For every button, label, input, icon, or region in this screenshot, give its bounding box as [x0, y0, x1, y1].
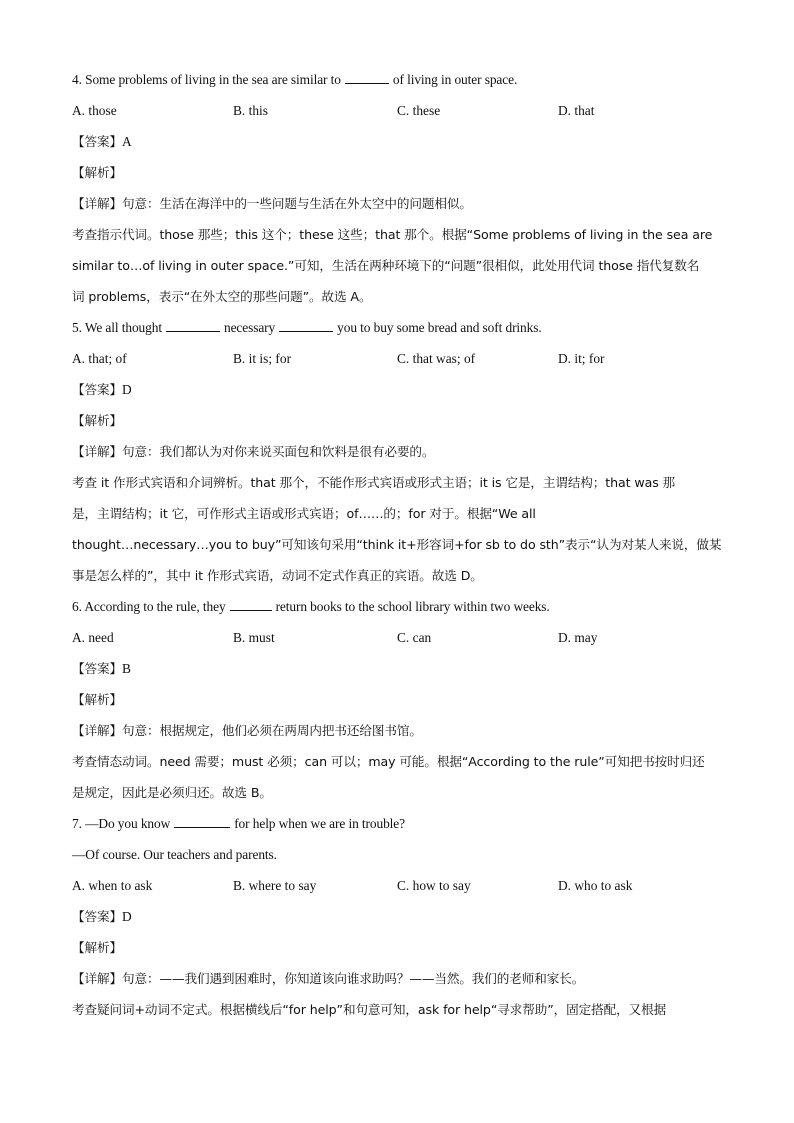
question-4-options — [72, 95, 722, 126]
answer-blank — [345, 70, 389, 84]
detail-line: 【详解】句意：我们都认为对你来说买面包和饮料是很有必要的。 — [72, 444, 435, 459]
option-d: D. who to ask — [558, 878, 633, 893]
analysis-heading: 【解析】 — [72, 165, 122, 180]
question-5-options — [72, 343, 722, 374]
option-a: A. need — [72, 630, 114, 645]
option-c: C. can — [397, 630, 432, 645]
answer-blank — [166, 318, 220, 332]
option-b: B. this — [233, 103, 268, 118]
option-b: B. it is; for — [233, 351, 292, 366]
question-6-options — [72, 622, 722, 653]
explain-line: 考查情态动词。need 需要；must 必须；can 可以；may 可能。根据“According to the rule”可知把书按时归还 — [72, 754, 705, 769]
question-4-stem: 4. Some problems of living in the sea are similar to of living in outer space. — [72, 72, 518, 87]
option-d: D. may — [558, 630, 598, 645]
option-c: C. how to say — [397, 878, 471, 893]
detail-line: 【详解】句意：生活在海洋中的一些问题与生活在外太空中的问题相似。 — [72, 196, 472, 211]
option-c: C. these — [397, 103, 441, 118]
option-d: D. that — [558, 103, 595, 118]
option-a: A. when to ask — [72, 878, 153, 893]
option-a: A. that; of — [72, 351, 127, 366]
answer-blank — [174, 814, 230, 828]
answer-blank — [230, 597, 272, 611]
answer-line: 【答案】D — [72, 382, 132, 397]
explain-line: similar to…of living in outer space.”可知，生活在两种环境下的“问题”很相似，此处用代词 those 指代复数名 — [72, 258, 700, 273]
analysis-heading: 【解析】 — [72, 692, 122, 707]
explain-line: 是，主谓结构；it 它，可作形式主语或形式宾语；of……的；for 对于。根据“We all — [72, 506, 536, 521]
explain-line: 事是怎么样的”，其中 it 作形式宾语，动词不定式作真正的宾语。故选 D。 — [72, 568, 483, 583]
detail-line: 【详解】句意：——我们遇到困难时，你知道该向谁求助吗？——当然。我们的老师和家长。 — [72, 971, 585, 986]
question-7-options — [72, 870, 722, 901]
analysis-heading: 【解析】 — [72, 413, 122, 428]
option-b: B. where to say — [233, 878, 317, 893]
explain-line: 是规定，因此是必须归还。故选 B。 — [72, 785, 272, 800]
question-5-stem: 5. We all thought necessary you to buy some bread and soft drinks. — [72, 320, 542, 335]
explain-line: 词 problems，表示“在外太空的那些问题”。故选 A。 — [72, 289, 372, 304]
answer-blank — [279, 318, 333, 332]
question-7-stem: 7. —Do you know for help when we are in trouble? — [72, 816, 405, 831]
answer-line: 【答案】B — [72, 661, 131, 676]
option-d: D. it; for — [558, 351, 605, 366]
explain-line: 考查 it 作形式宾语和介词辨析。that 那个，不能作形式宾语或形式主语；it is 它是，主谓结构；that was 那 — [72, 475, 676, 490]
question-7-reply: —Of course. Our teachers and parents. — [72, 847, 277, 862]
option-b: B. must — [233, 630, 275, 645]
explain-line: 考查指示代词。those 那些；this 这个；these 这些；that 那个。根据“Some problems of living in the sea are — [72, 227, 713, 242]
detail-line: 【详解】句意：根据规定，他们必须在两周内把书还给图书馆。 — [72, 723, 422, 738]
option-c: C. that was; of — [397, 351, 476, 366]
explain-line: thought…necessary…you to buy”可知该句采用“think it+形容词+for sb to do sth”表示“认为对某人来说，做某 — [72, 537, 722, 552]
answer-line: 【答案】A — [72, 134, 132, 149]
option-a: A. those — [72, 103, 117, 118]
question-6-stem: 6. According to the rule, they return books to the school library within two weeks. — [72, 599, 550, 614]
explain-line: 考查疑问词+动词不定式。根据横线后“for help”和句意可知，ask for help“寻求帮助”，固定搭配，又根据 — [72, 1002, 667, 1017]
answer-line: 【答案】D — [72, 909, 132, 924]
analysis-heading: 【解析】 — [72, 940, 122, 955]
